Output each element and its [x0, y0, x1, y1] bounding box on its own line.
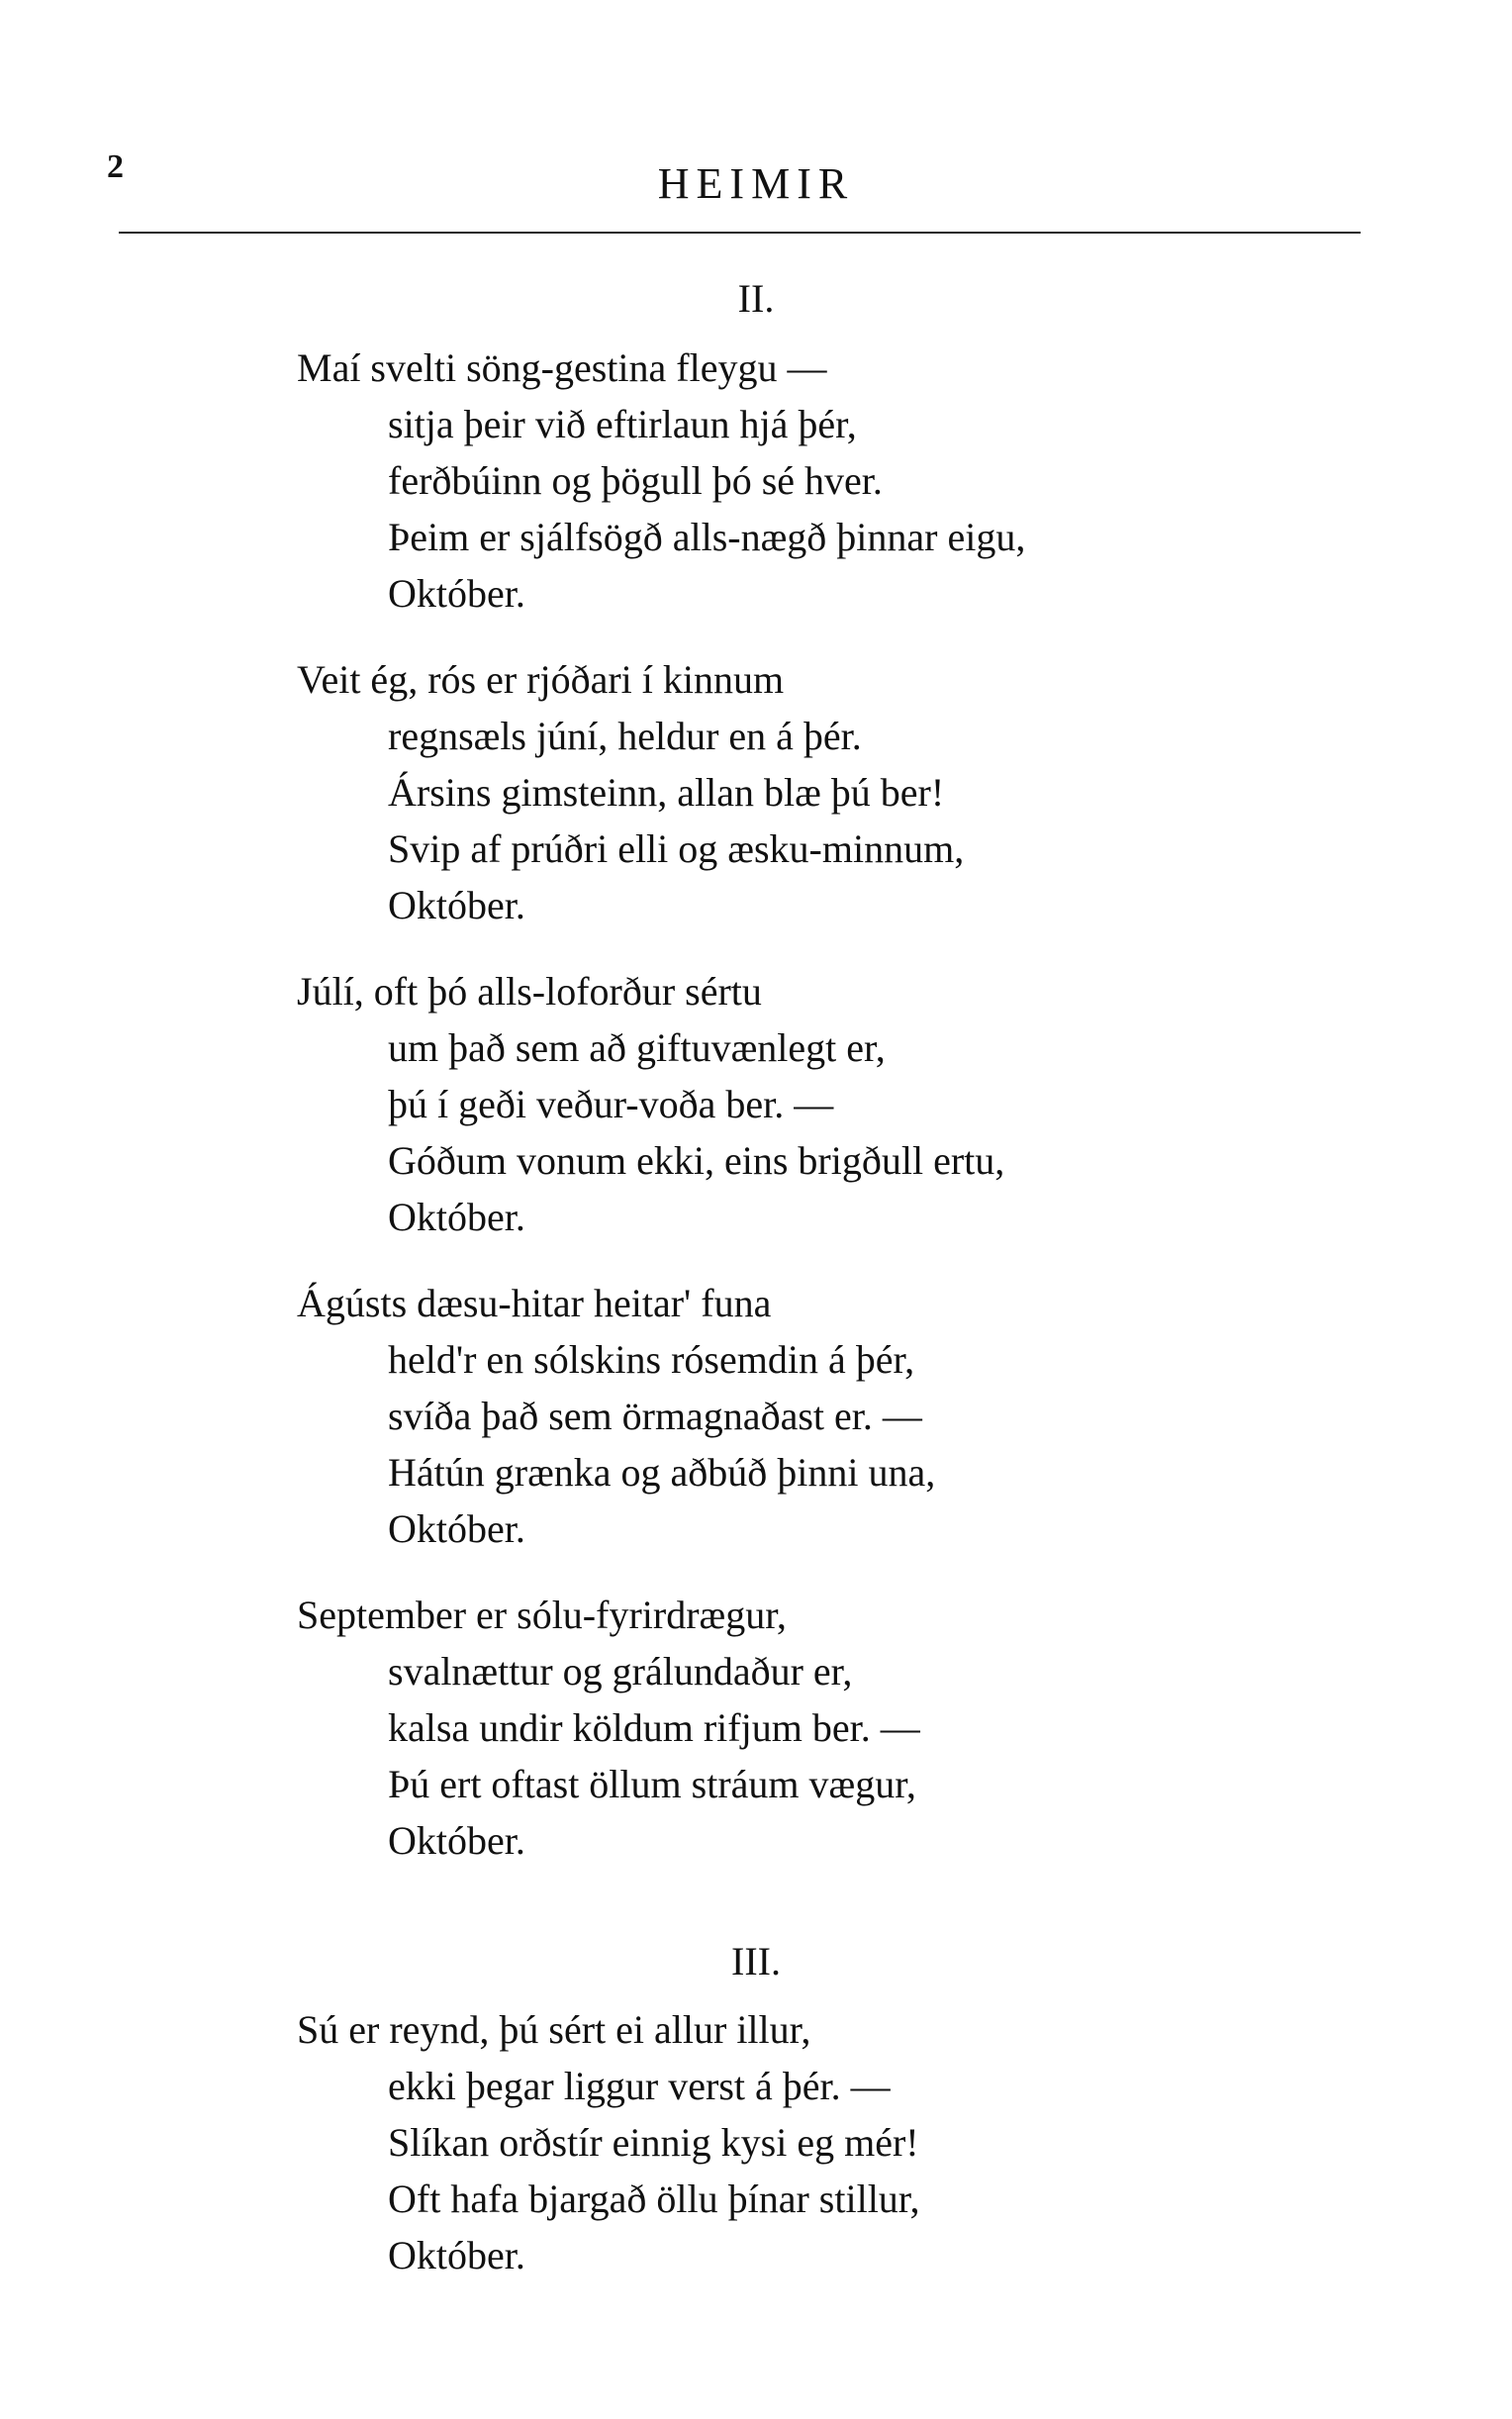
- header-rule: [119, 232, 1361, 234]
- poem-line: Góðum vonum ekki, eins brigðull ertu,: [388, 1138, 1005, 1183]
- poem-line: sitja þeir við eftirlaun hjá þér,: [388, 402, 857, 446]
- poem-refrain: Október.: [388, 1818, 525, 1863]
- poem-line: um það sem að giftuvænlegt er,: [388, 1025, 886, 1070]
- poem-line: Þeim er sjálfsögð alls-nægð þinnar eigu,: [388, 515, 1026, 559]
- poem-refrain: Október.: [388, 571, 525, 616]
- poem-line: Oft hafa bjargað öllu þínar stillur,: [388, 2177, 920, 2221]
- poem-line: ekki þegar liggur verst á þér. —: [388, 2064, 891, 2108]
- poem-line: Sú er reynd, þú sért ei allur illur,: [297, 2007, 811, 2052]
- page-number: 2: [107, 148, 124, 185]
- poem-refrain: Október.: [388, 1506, 525, 1551]
- poem-line: held'r en sólskins rósemdin á þér,: [388, 1337, 915, 1382]
- poem-line: þú í geði veður-voða ber. —: [388, 1082, 834, 1126]
- poem-line: kalsa undir köldum rifjum ber. —: [388, 1705, 920, 1750]
- poem-refrain: Október.: [388, 2233, 525, 2277]
- section-heading-ii: II.: [737, 276, 775, 321]
- stanza-2: [297, 651, 1385, 933]
- poem-line: Júlí, oft þó alls-loforður sértu: [297, 969, 762, 1014]
- poem-line: Svip af prúðri elli og æsku-minnum,: [388, 826, 965, 871]
- stanza-6: [297, 2001, 1385, 2283]
- stanza-4: [297, 1275, 1385, 1557]
- poem-line: Þú ert oftast öllum stráum vægur,: [388, 1762, 916, 1806]
- poem-line: Slíkan orðstír einnig kysi eg mér!: [388, 2120, 919, 2165]
- stanza-3: [297, 963, 1385, 1245]
- poem-line: Ársins gimsteinn, allan blæ þú ber!: [388, 770, 945, 815]
- poem-line: Hátún grænka og aðbúð þinni una,: [388, 1450, 936, 1495]
- poem-line: svíða það sem örmagnaðast er. —: [388, 1394, 922, 1438]
- stanza-1: [297, 339, 1385, 622]
- poem-refrain: Október.: [388, 883, 525, 927]
- poem-line: regnsæls júní, heldur en á þér.: [388, 714, 862, 758]
- stanza-5: [297, 1587, 1385, 1869]
- running-title: HEIMIR: [657, 159, 855, 208]
- poem-line: Veit ég, rós er rjóðari í kinnum: [297, 657, 785, 702]
- poem-line: Ágústs dæsu-hitar heitar' funa: [297, 1281, 772, 1325]
- poem-refrain: Október.: [388, 1195, 525, 1239]
- poem-line: svalnættur og grálundaður er,: [388, 1649, 853, 1693]
- poem-line: September er sólu-fyrirdrægur,: [297, 1593, 787, 1637]
- poem-line: ferðbúinn og þögull þó sé hver.: [388, 458, 883, 503]
- section-heading-iii: III.: [731, 1939, 781, 1984]
- poem-line: Maí svelti söng-gestina fleygu —: [297, 345, 827, 390]
